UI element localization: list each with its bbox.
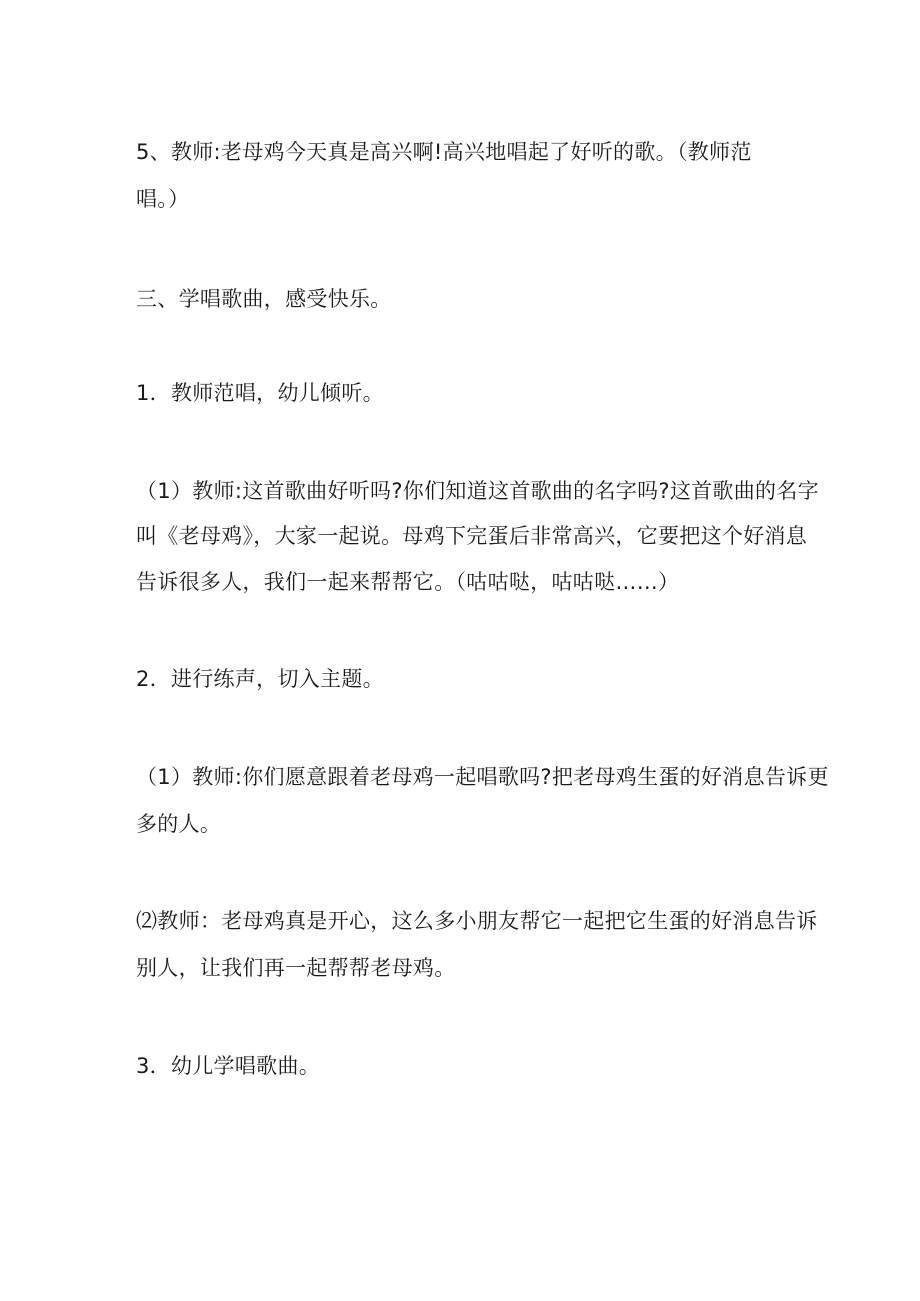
text-line-item2-sub2: ⑵教师：老母鸡真是开心，这么多小朋友帮它一起把它生蛋的好消息告诉 [136,909,818,933]
text-line-item3: 3．幼儿学唱歌曲。 [136,1054,321,1078]
text-line-item1-sub1-cont1: 叫《老母鸡》，大家一起说。母鸡下完蛋后非常高兴，它要把这个好消息 [136,524,808,548]
text-line-item2-sub2-cont: 别人，让我们再一起帮帮老母鸡。 [136,956,456,980]
section-heading: 三、学唱歌曲，感受快乐。 [136,287,392,311]
text-line-step5-cont: 唱。） [136,187,190,211]
text-line-step5: 5、教师:老母鸡今天真是高兴啊!高兴地唱起了好听的歌。（教师范 [136,140,752,164]
text-line-item2: 2．进行练声，切入主题。 [136,667,384,691]
text-line-item2-sub1-cont: 多的人。 [136,812,222,836]
text-line-item1: 1．教师范唱，幼儿倾听。 [136,381,384,405]
text-line-item1-sub1: （1）教师:这首歌曲好听吗?你们知道这首歌曲的名字吗?这首歌曲的名字 [136,479,819,503]
text-line-item1-sub1-cont2: 告诉很多人，我们一起来帮帮它。（咕咕哒，咕咕哒……） [136,570,680,594]
text-line-item2-sub1: （1）教师:你们愿意跟着老母鸡一起唱歌吗?把老母鸡生蛋的好消息告诉更 [136,765,829,789]
